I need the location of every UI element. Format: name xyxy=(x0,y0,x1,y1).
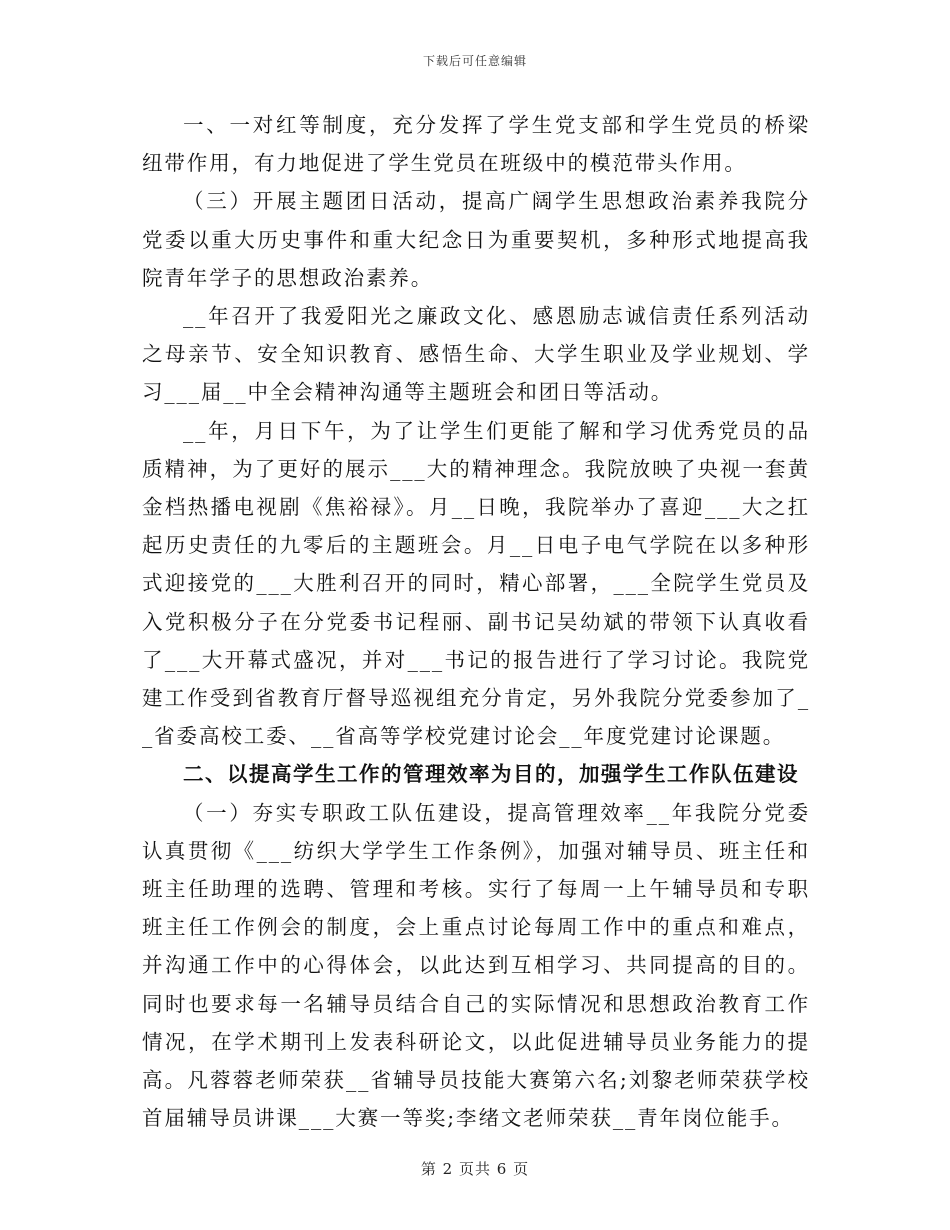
section-heading: 二、以提高学生工作的管理效率为目的，加强学生工作队伍建设 xyxy=(183,762,799,787)
paragraph-4: __年，月日下午，为了让学生们更能了解和学习优秀党员的品质精神，为了更好的展示___大的精神理念。我院放映了央视一套黄金档热播电视剧《焦裕禄》。月__日晚，我院举办了喜迎___大之扛起历史责任的九零后的主题班会。月__日电子电气学院在以多种形式迎接党的___大胜利召开的同时，精心部署，___全院学生党员及入党积极分子在分党委书记程丽、副书记吴幼斌的带领下认真收看了___大开幕式盛况，并对___书记的报告进行了学习讨论。我院党建工作受到省教育厅督导巡视组充分肯定，另外我院分党委参加了__省委高校工委、__省高等学校党建讨论会__年度党建讨论课题。 xyxy=(142,418,810,749)
paragraph-2: （三）开展主题团日活动，提高广阔学生思想政治素养我院分党委以重大历史事件和重大纪念日为重要契机，多种形式地提高我院青年学子的思想政治素养。 xyxy=(142,189,810,290)
paragraph-1: 一、一对红等制度，充分发挥了学生党支部和学生党员的桥梁纽带作用，有力地促进了学生党员在班级中的模范带头作用。 xyxy=(142,113,810,176)
page-number-footer: 第 2 页共 6 页 xyxy=(420,1160,530,1178)
page-header-note: 下载后可任意编辑 xyxy=(422,54,527,68)
document-body xyxy=(142,106,810,1137)
paragraph-3: __年召开了我爱阳光之廉政文化、感恩励志诚信责任系列活动之母亲节、安全知识教育、感悟生命、大学生职业及学业规划、学习___届__中全会精神沟通等主题班会和团日等活动。 xyxy=(142,304,810,405)
paragraph-5: （一）夯实专职政工队伍建设，提高管理效率__年我院分党委认真贯彻《___纺织大学学生工作条例》，加强对辅导员、班主任和班主任助理的选聘、管理和考核。实行了每周一上午辅导员和专职班主任工作例会的制度，会上重点讨论每周工作中的重点和难点，并沟通工作中的心得体会，以此达到互相学习、共同提高的目的。同时也要求每一名辅导员结合自己的实际情况和思想政治教育工作情况，在学术期刊上发表科研论文，以此促进辅导员业务能力的提高。凡蓉蓉老师荣获__省辅导员技能大赛第六名;刘黎老师荣获学校首届辅导员讲课___大赛一等奖;李绪文老师荣获__青年岗位能手。 xyxy=(142,800,810,1131)
